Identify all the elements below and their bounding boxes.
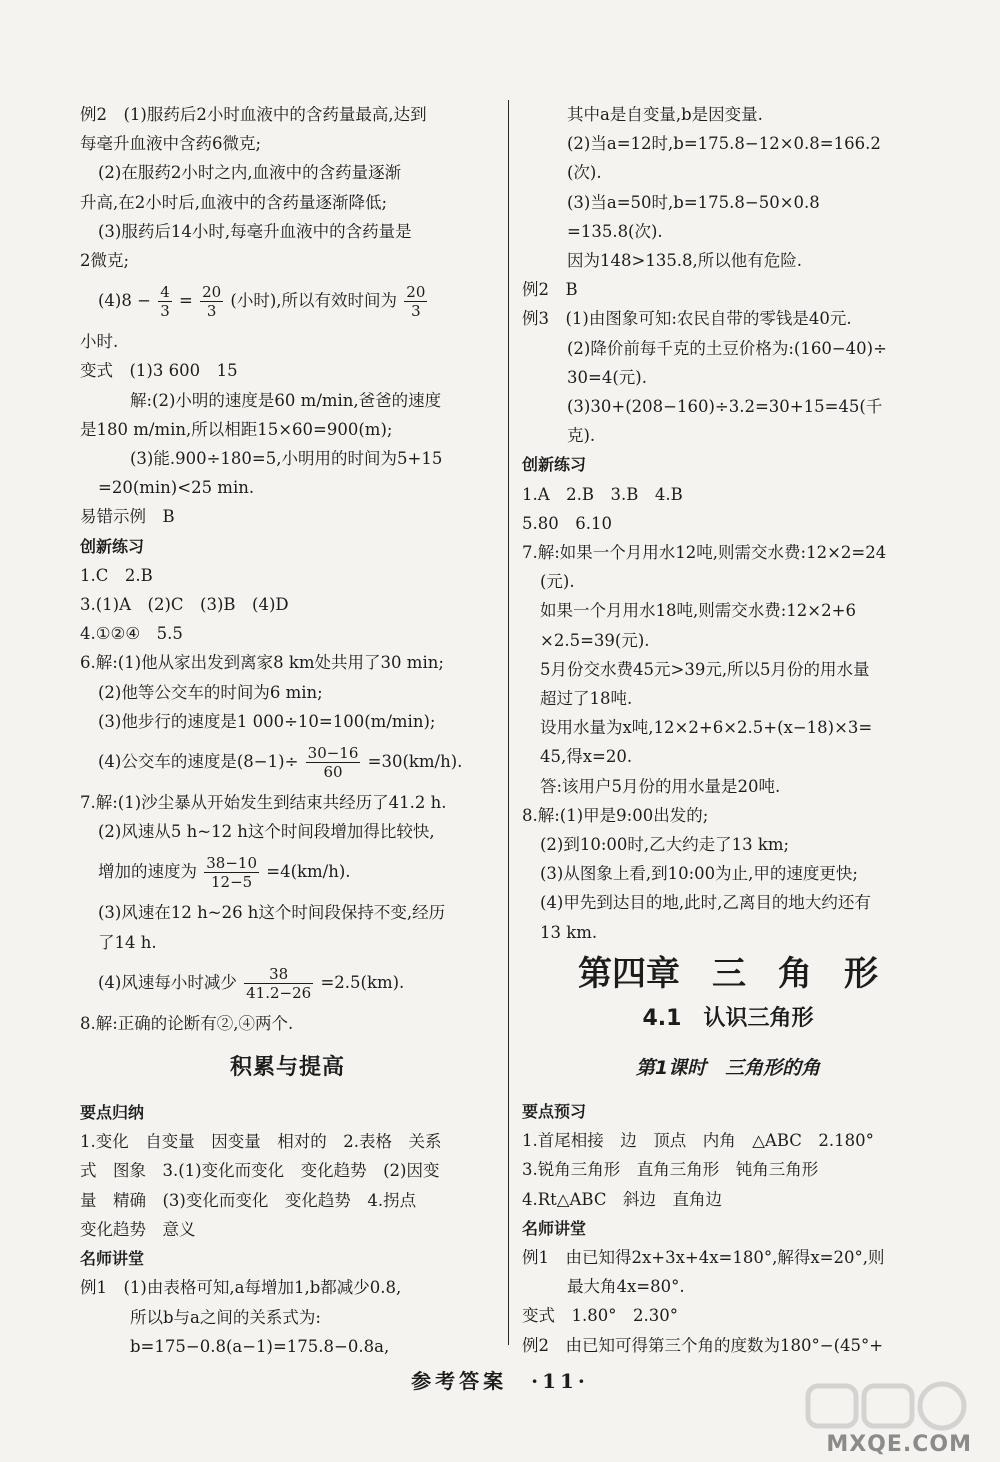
watermark-text: MXQE.COM — [826, 1432, 972, 1457]
section-heading: 要点预习 — [522, 1101, 587, 1121]
text-line: 7.解:如果一个月用水12吨,则需交水费:12×2=24 — [522, 543, 887, 563]
section-heading: 名师讲堂 — [522, 1218, 587, 1238]
text-line: (2)降价前每千克的土豆价格为:(160−40)÷ — [567, 338, 887, 358]
text-line: 设用水量为x吨,12×2+6×2.5+(x−18)×3= — [540, 718, 873, 738]
text-segment: (小时),所以有效时间为 — [230, 291, 398, 311]
text-line: 2微克; — [80, 251, 130, 271]
fraction-denominator: 3 — [206, 302, 217, 321]
lesson-title: 第1课时 三角形的角 — [635, 1056, 821, 1079]
text-line: 5月份交水费45元>39元,所以5月份的用水量 — [540, 659, 870, 679]
chapter-title — [522, 949, 934, 999]
text-line: 7.解:(1)沙尘暴从开始发生到结束共经历了41.2 h. — [80, 793, 447, 813]
fraction-denominator: 3 — [160, 302, 170, 321]
text-segment: (4)公交车的速度是(8−1)÷ — [98, 752, 299, 772]
text-line: (4)甲先到达目的地,此时,乙离目的地大约还有 — [540, 893, 871, 913]
text-line: (2)当a=12时,b=175.8−12×0.8=166.2 — [567, 134, 881, 154]
text-line: 例2 由已知可得第三个角的度数为180°−(45°+ — [522, 1335, 884, 1355]
text-line: 6.解:(1)他从家出发到离家8 km处共用了30 min; — [80, 653, 444, 673]
text-line: 易错示例 B — [80, 507, 175, 527]
fraction-denominator: 41.2−26 — [246, 983, 312, 1002]
text-line: 是180 m/min,所以相距15×60=900(m); — [80, 419, 393, 439]
text-segment: =4(km/h). — [266, 862, 351, 882]
text-line: =20(min)<25 min. — [98, 478, 255, 498]
text-line: (元). — [540, 572, 575, 592]
text-line: 如果一个月用水18吨,则需交水费:12×2+6 — [540, 601, 856, 621]
section-title: 积累与提高 — [229, 1055, 345, 1081]
fraction-line — [80, 275, 495, 327]
text-line: 克). — [567, 426, 596, 446]
text-line: 例2 (1)服药后2小时血液中的含药量最高,达到 — [80, 105, 427, 124]
fraction — [404, 283, 427, 320]
text-line: 1.变化 自变量 因变量 相对的 2.表格 关系 — [80, 1132, 442, 1152]
text-line: 量 精确 (3)变化而变化 变化趋势 4.拐点 — [80, 1190, 417, 1210]
fraction-line — [80, 957, 495, 1009]
section-subtitle: 4.1 认识三角形 — [642, 1005, 814, 1031]
text-line: (2)到10:00时,乙大约走了13 km; — [540, 835, 790, 855]
text-line: 式 图象 3.(1)变化而变化 变化趋势 (2)因变 — [80, 1161, 440, 1181]
text-line: (3)服药后14小时,每毫升血液中的含药量是 — [98, 221, 412, 241]
text-line: 4.Rt△ABC 斜边 直角边 — [522, 1189, 722, 1209]
text-line: =135.8(次). — [567, 221, 663, 241]
text-line: 13 km. — [540, 922, 598, 942]
text-line: 其中a是自变量,b是因变量. — [567, 105, 763, 124]
text-line: (3)当a=50时,b=175.8−50×0.8 — [567, 192, 820, 212]
section-heading: 创新练习 — [80, 536, 145, 556]
chapter-title-part: 第四章 — [578, 953, 680, 994]
chapter-title-part: 三 — [712, 953, 746, 994]
text-line: 超过了18吨. — [540, 689, 633, 709]
text-line: (2)他等公交车的时间为6 min; — [98, 682, 323, 702]
fraction-numerator: 30−16 — [307, 744, 359, 763]
text-line: 了14 h. — [98, 932, 157, 952]
text-line: 升高,在2小时后,血液中的含药量逐渐降低; — [80, 192, 388, 212]
text-line: 1.A 2.B 3.B 4.B — [522, 484, 683, 504]
text-line: 答:该用户5月份的用水量是20吨. — [540, 776, 781, 796]
chapter-title-part: 角 — [778, 953, 812, 994]
column-divider — [508, 100, 509, 1345]
fraction-denominator: 12−5 — [211, 873, 253, 892]
fraction-numerator: 20 — [406, 283, 426, 302]
text-line: (2)在服药2小时之内,血液中的含药量逐渐 — [98, 163, 402, 183]
fraction-numerator: 38 — [244, 965, 313, 984]
text-line: 3.(1)A (2)C (3)B (4)D — [80, 595, 289, 615]
fraction-line — [80, 846, 495, 898]
section-heading: 要点归纳 — [80, 1103, 145, 1123]
text-line: 4.①②④ 5.5 — [80, 624, 183, 644]
text-line: 1.首尾相接 边 顶点 内角 △ABC 2.180° — [522, 1131, 874, 1151]
text-line: 45,得x=20. — [540, 747, 633, 767]
text-line: 解:(2)小明的速度是60 m/min,爸爸的速度 — [130, 390, 442, 410]
text-line: 所以b与a之间的关系式为: — [130, 1307, 321, 1327]
section-heading: 名师讲堂 — [80, 1249, 145, 1269]
fraction — [200, 283, 223, 320]
fraction-numerator: 38−10 — [206, 854, 257, 873]
fraction-line — [80, 736, 495, 788]
text-line: (2)风速从5 h~12 h这个时间段增加得比较快, — [98, 822, 435, 842]
text-line: 例3 (1)由图象可知:农民自带的零钱是40元. — [522, 309, 852, 329]
fraction-numerator: 20 — [202, 283, 222, 302]
fraction-denominator: 60 — [323, 763, 343, 782]
text-line: (3)能.900÷180=5,小明用的时间为5+15 — [130, 449, 443, 469]
text-line: (3)30+(208−160)÷3.2=30+15=45(千 — [567, 397, 883, 417]
text-line: (3)风速在12 h~26 h这个时间段保持不变,经历 — [98, 903, 446, 923]
text-line: (次). — [567, 163, 602, 183]
text-line: (3)他步行的速度是1 000÷10=100(m/min); — [98, 711, 436, 731]
text-line: 小时. — [80, 332, 119, 352]
text-line: 变式 (1)3 600 15 — [80, 361, 238, 381]
fraction — [306, 744, 361, 781]
text-segment: =2.5(km). — [320, 972, 405, 992]
text-line: 变化趋势 意义 — [80, 1219, 196, 1239]
page-footer: 参考答案 ·11· — [411, 1369, 589, 1393]
text-line: 例1 (1)由表格可知,a每增加1,b都减少0.8, — [80, 1278, 402, 1298]
text-segment: = — [179, 291, 193, 311]
text-line: 最大角4x=80°. — [567, 1277, 685, 1297]
text-line: 例1 由已知得2x+3x+4x=180°,解得x=20°,则 — [522, 1247, 885, 1267]
fraction-numerator: 4 — [160, 283, 170, 302]
text-line: b=175−0.8(a−1)=175.8−0.8a, — [130, 1336, 390, 1356]
left-column — [80, 100, 495, 1361]
text-line: 5.80 6.10 — [522, 513, 612, 533]
text-line: 因为148>135.8,所以他有危险. — [567, 251, 803, 271]
right-column — [522, 100, 934, 1360]
text-line: 8.解:(1)甲是9:00出发的; — [522, 805, 709, 825]
section-heading: 创新练习 — [522, 455, 587, 475]
text-segment: (4)风速每小时减少 — [98, 972, 237, 992]
text-line: (3)从图象上看,到10:00为止,甲的速度更快; — [540, 864, 858, 884]
text-line: 每毫升血液中含药6微克; — [80, 134, 262, 154]
text-line: 30=4(元). — [567, 367, 647, 387]
text-line: 8.解:正确的论断有②,④两个. — [80, 1013, 294, 1033]
text-segment: =30(km/h). — [367, 752, 463, 772]
chapter-title-part: 形 — [844, 953, 878, 994]
fraction-denominator: 3 — [411, 302, 421, 321]
text-line: 变式 1.80° 2.30° — [522, 1306, 678, 1326]
text-line: ×2.5=39(元). — [540, 630, 650, 650]
fraction — [158, 283, 172, 320]
text-line: 例2 B — [522, 280, 578, 300]
text-line: 3.锐角三角形 直角三角形 钝角三角形 — [522, 1160, 819, 1180]
fraction — [244, 965, 313, 1002]
fraction — [204, 854, 259, 891]
text-segment: (4)8 − — [98, 291, 151, 311]
text-line: 1.C 2.B — [80, 565, 153, 585]
text-segment: 增加的速度为 — [98, 862, 197, 882]
